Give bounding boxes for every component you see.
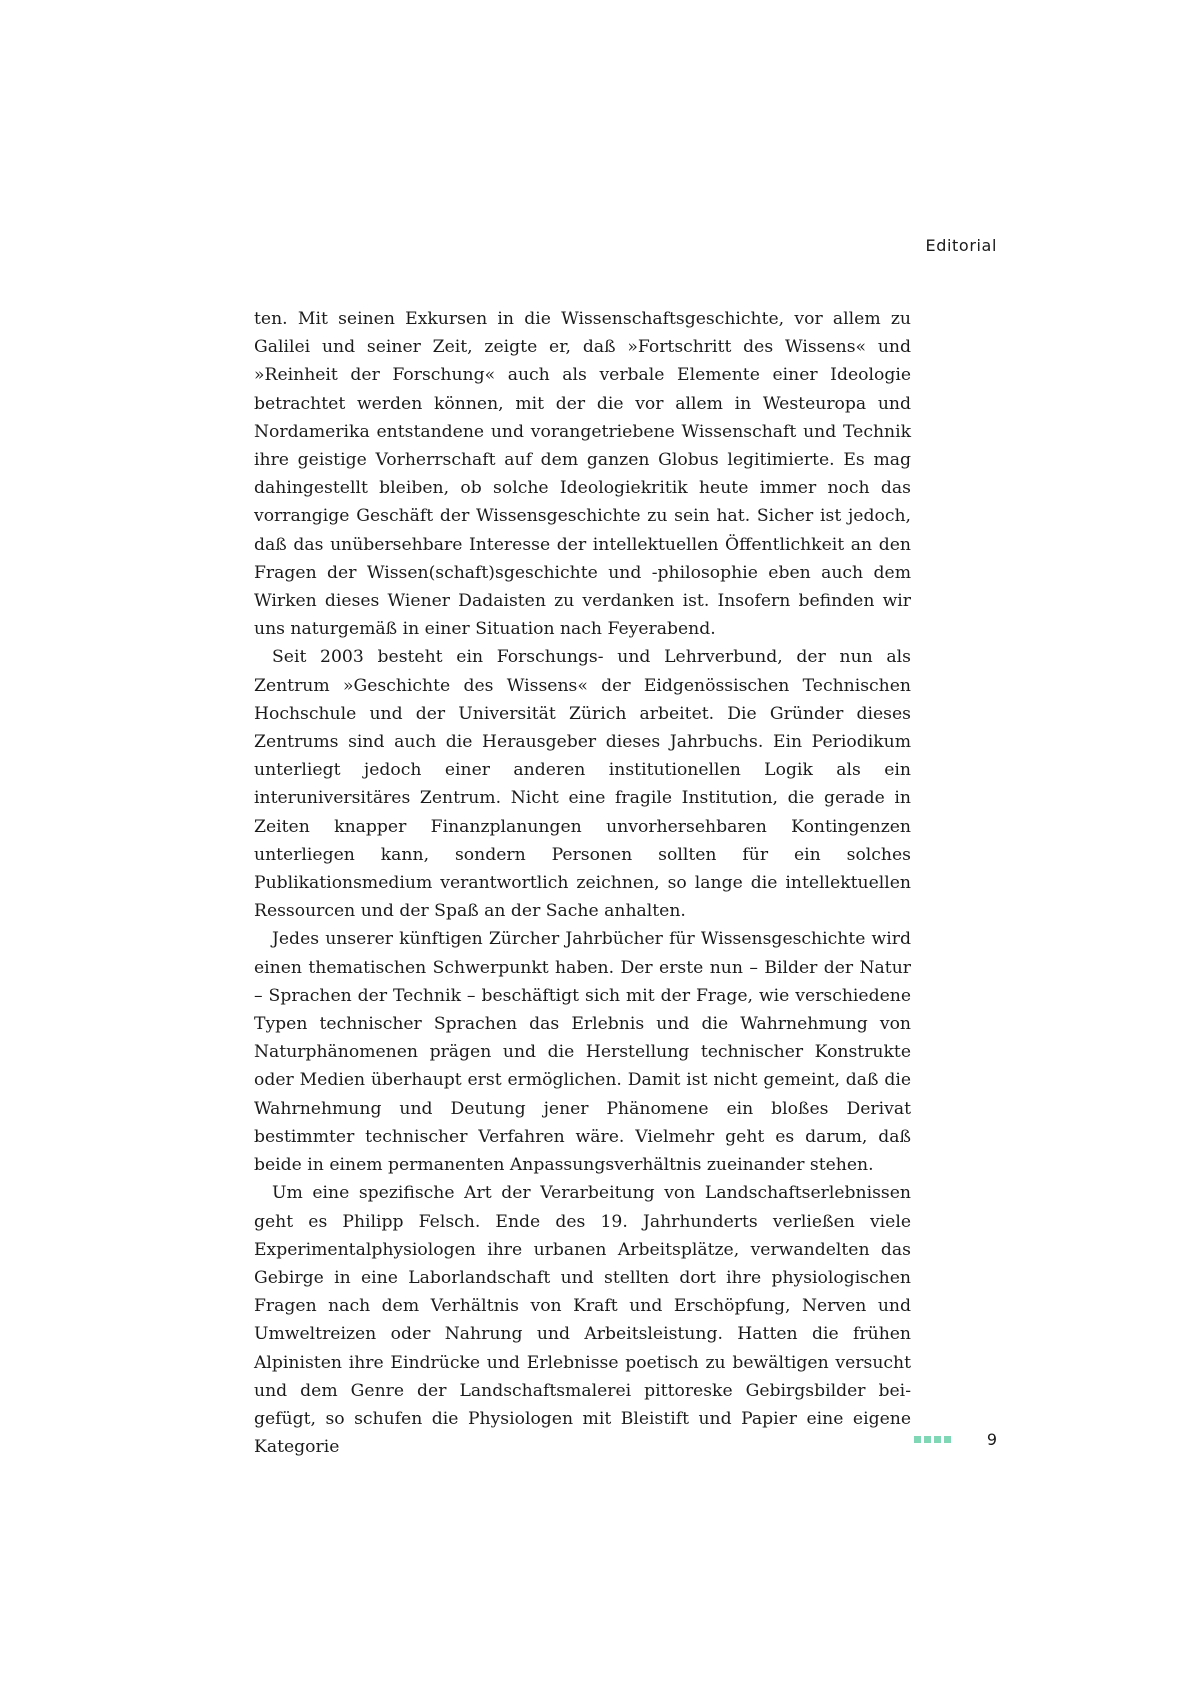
page-footer: [914, 1430, 997, 1449]
decorative-squares-icon: [914, 1436, 951, 1443]
paragraph: Um eine spezifische Art der Verarbeitung von Landschaftserlebnissen geht es Philipp Felsch. Ende des 19. Jahrhunderts verließen viele Experimentalphysiologen ihre urbanen Arbeitsplätze, verwandelten das Gebirge in eine Laborlandschaft und stellten dort ihre physiologischen Fragen nach dem Verhältnis von Kraft und Erschöpfung, Nerven und Umweltreizen oder Nahrung und Arbeitsleistung. Hatten die frühen Alpinisten ihre Eindrücke und Erlebnisse poetisch zu bewältigen versucht und dem Genre der Landschaftsmalerei pittoreske Gebirgsbilder beigefügt, so schufen die Physiologen mit Bleistift und Papier eine eigene Kategorie: [254, 1183, 911, 1458]
square-mark: [924, 1436, 931, 1443]
paragraph: ten. Mit seinen Exkursen in die Wissenschaftsgeschichte, vor allem zu Galilei und seiner Zeit, zeigte er, daß »Fortschritt des Wissens« und »Reinheit der Forschung« auch als verbale Elemente einer Ideologie betrachtet werden können, mit der die vor allem in Westeuropa und Nordamerika entstandene und vorangetriebene Wissenschaft und Technik ihre geistige Vorherrschaft auf dem ganzen Globus legitimierte. Es mag dahingestellt bleiben, ob solche Ideologiekritik heute immer noch das vorrangige Geschäft der Wissensgeschichte zu sein hat. Sicher ist jedoch, daß das unübersehbare Interesse der intellektuellen Öffentlichkeit an den Fragen der Wissen(schaft)sgeschichte und -philosophie eben auch dem Wirken dieses Wiener Dadaisten zu verdanken ist. Insofern befinden wir uns naturgemäß in einer Situation nach Feyerabend.: [254, 309, 911, 640]
running-title: Editorial: [925, 236, 997, 255]
square-mark: [934, 1436, 941, 1443]
square-mark: [944, 1436, 951, 1443]
paragraph: Jedes unserer künftigen Zürcher Jahrbücher für Wissensgeschichte wird einen thematischen Schwerpunkt haben. Der erste nun – Bilder der Natur – Sprachen der Technik – beschäftigt sich mit der Frage, wie verschiedene Typen technischer Sprachen das Erlebnis und die Wahrnehmung von Naturphänomenen prägen und die Herstellung technischer Konstrukte oder Medien überhaupt erst ermöglichen. Damit ist nicht gemeint, daß die Wahrnehmung und Deutung jener Phänomene ein bloßes Derivat bestimmter technischer Verfahren wäre. Vielmehr geht es darum, daß beide in einem permanenten Anpassungsverhältnis zueinander stehen.: [254, 929, 911, 1176]
square-mark: [914, 1436, 921, 1443]
page-number: 9: [986, 1430, 997, 1449]
body-text: [254, 305, 911, 1461]
paragraph: Seit 2003 besteht ein Forschungs- und Lehrverbund, der nun als Zentrum »Geschichte des Wissens« der Eidgenössischen Technischen Hochschule und der Universität Zürich arbeitet. Die Gründer dieses Zentrums sind auch die Herausgeber dieses Jahrbuchs. Ein Periodikum unterliegt jedoch einer anderen institutionellen Logik als ein interuniversitäres Zentrum. Nicht eine fragile Institution, die gerade in Zeiten knapper Finanzplanungen unvorhersehbaren Kontingenzen unterliegen kann, sondern Personen sollten für ein solches Publikationsmedium verantwortlich zeichnen, so lange die intellektuellen Ressourcen und der Spaß an der Sache anhalten.: [254, 647, 911, 922]
